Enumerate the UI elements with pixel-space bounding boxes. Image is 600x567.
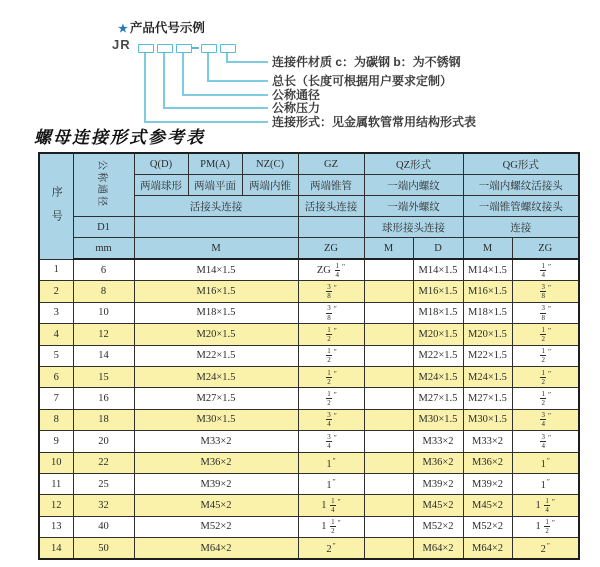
cell-m: M30×1.5 (134, 409, 298, 430)
cell-gz: ZG $\frac{1}{4}$ ″ (298, 259, 364, 281)
cell-qg-m: M36×2 (463, 452, 512, 473)
connector-line (207, 80, 268, 82)
header-qz-d: D (413, 238, 463, 260)
connector-line (163, 107, 268, 109)
cell-m: M16×1.5 (134, 281, 298, 302)
cell-qz-d: M52×2 (413, 516, 463, 537)
cell-gz: $\frac{3}{4}$ ″ (298, 431, 364, 452)
header-pm: PM(A) (188, 153, 242, 175)
cell-seq: 6 (39, 366, 73, 387)
cell-gz: 1 $\frac{1}{2}$ ″ (298, 516, 364, 537)
cell-qg-m: M14×1.5 (463, 259, 512, 281)
cell-gz: 1 $\frac{1}{4}$ ″ (298, 495, 364, 516)
table-row (39, 259, 579, 281)
cell-dn: 12 (73, 324, 134, 345)
header-qg-form: QG形式 (463, 153, 579, 175)
cell-gz: 2″ (298, 538, 364, 560)
cell-dn: 25 (73, 473, 134, 494)
cell-seq: 5 (39, 345, 73, 366)
cell-qg-m: M45×2 (463, 495, 512, 516)
cell-qz-m (364, 538, 413, 560)
header-q-type: 两端球形 (134, 175, 188, 196)
cell-qg-m: M64×2 (463, 538, 512, 560)
cell-qz-m (364, 495, 413, 516)
cell-qz-m (364, 324, 413, 345)
cell-qg-zg: $\frac{3}{4}$ ″ (512, 431, 579, 452)
code-box-4 (201, 44, 217, 53)
header-union-connection: 活接头连接 (134, 196, 298, 217)
header-qz-connection: 球形接头连接 (364, 217, 463, 238)
cell-seq: 3 (39, 302, 73, 323)
cell-dn: 14 (73, 345, 134, 366)
connector-line (226, 61, 268, 63)
cell-qz-m (364, 473, 413, 494)
header-qg-zg: ZG (512, 238, 579, 260)
cell-dn: 32 (73, 495, 134, 516)
cell-seq: 8 (39, 409, 73, 430)
cell-dn: 15 (73, 366, 134, 387)
cell-dn: 22 (73, 452, 134, 473)
cell-seq: 4 (39, 324, 73, 345)
cell-gz: $\frac{1}{2}$ ″ (298, 324, 364, 345)
table-row (39, 516, 579, 537)
cell-seq: 11 (39, 473, 73, 494)
cell-qz-d: M18×1.5 (413, 302, 463, 323)
header-qz-m: M (364, 238, 413, 260)
table-row (39, 281, 579, 302)
header-qz-form: QZ形式 (364, 153, 463, 175)
cell-qz-m (364, 409, 413, 430)
cell-seq: 13 (39, 516, 73, 537)
diagram-label-length: 总长（长度可根据用户要求定制） (272, 74, 453, 88)
cell-qz-d: M16×1.5 (413, 281, 463, 302)
header-gz: GZ (298, 153, 364, 175)
cell-qg-zg: 1″ (512, 473, 579, 494)
cell-gz: $\frac{1}{2}$ ″ (298, 366, 364, 387)
diagram-label-material: 连接件材质 c：为碳钢 b：为不锈钢 (272, 55, 461, 69)
header-qg-m: M (463, 238, 512, 260)
cell-qg-m: M39×2 (463, 473, 512, 494)
header-d1: D1 (73, 217, 134, 238)
connector-line (163, 53, 165, 109)
cell-dn: 6 (73, 259, 134, 281)
cell-dn: 50 (73, 538, 134, 560)
table-row (39, 538, 579, 560)
cell-qg-zg: $\frac{3}{8}$ ″ (512, 302, 579, 323)
cell-m: M14×1.5 (134, 259, 298, 281)
connector-line (207, 53, 209, 82)
cell-seq: 10 (39, 452, 73, 473)
cell-qz-m (364, 431, 413, 452)
table-body (39, 259, 579, 559)
header-qg-connection: 连接 (463, 217, 579, 238)
cell-m: M45×2 (134, 495, 298, 516)
cell-m: M52×2 (134, 516, 298, 537)
cell-qg-m: M30×1.5 (463, 409, 512, 430)
cell-qg-zg: $\frac{1}{2}$ ″ (512, 324, 579, 345)
table-row (39, 366, 579, 387)
cell-qg-zg: 1 $\frac{1}{4}$ ″ (512, 495, 579, 516)
cell-qz-m (364, 516, 413, 537)
connector-line (144, 53, 146, 123)
cell-dn: 20 (73, 431, 134, 452)
reference-table (38, 152, 580, 560)
cell-qg-m: M18×1.5 (463, 302, 512, 323)
cell-qz-m (364, 302, 413, 323)
cell-qg-zg: $\frac{1}{4}$ ″ (512, 259, 579, 281)
header-gz-connection: 活接头连接 (298, 196, 364, 217)
cell-seq: 1 (39, 259, 73, 281)
cell-gz: $\frac{1}{2}$ ″ (298, 345, 364, 366)
cell-dn: 8 (73, 281, 134, 302)
cell-qz-d: M33×2 (413, 431, 463, 452)
cell-qz-m (364, 452, 413, 473)
cell-seq: 14 (39, 538, 73, 560)
code-box-3 (176, 44, 192, 53)
cell-gz: $\frac{3}{4}$ ″ (298, 409, 364, 430)
header-thread-m: M (134, 238, 298, 260)
star-icon: ★ (118, 23, 128, 35)
cell-seq: 2 (39, 281, 73, 302)
cell-qz-d: M30×1.5 (413, 409, 463, 430)
cell-qg-zg: 2″ (512, 538, 579, 560)
header-pm-type: 两端平面 (188, 175, 242, 196)
cell-gz: 1″ (298, 473, 364, 494)
cell-m: M33×2 (134, 431, 298, 452)
table-row (39, 495, 579, 516)
header-nz: NZ(C) (242, 153, 298, 175)
header-qz-type2: 一端外螺纹 (364, 196, 463, 217)
header-qz-type1: 一端内螺纹 (364, 175, 463, 196)
cell-qg-m: M20×1.5 (463, 324, 512, 345)
cell-qz-m (364, 345, 413, 366)
header-blank-left (134, 217, 298, 238)
cell-qz-m (364, 388, 413, 409)
header-thread-zg: ZG (298, 238, 364, 260)
cell-dn: 16 (73, 388, 134, 409)
cell-qz-d: M64×2 (413, 538, 463, 560)
cell-qg-m: M24×1.5 (463, 366, 512, 387)
cell-qz-d: M22×1.5 (413, 345, 463, 366)
table-row (39, 345, 579, 366)
header-nominal-diameter: 公称通径 (73, 153, 134, 217)
cell-gz: $\frac{3}{8}$ ″ (298, 281, 364, 302)
header-qg-type2: 一端锥管螺纹接头 (463, 196, 579, 217)
header-seq: 序号 (39, 153, 73, 259)
cell-m: M27×1.5 (134, 388, 298, 409)
cell-qz-d: M24×1.5 (413, 366, 463, 387)
cell-qz-d: M27×1.5 (413, 388, 463, 409)
code-dash (192, 47, 199, 49)
cell-m: M24×1.5 (134, 366, 298, 387)
cell-qg-m: M22×1.5 (463, 345, 512, 366)
header-nz-type: 两端内锥 (242, 175, 298, 196)
connector-line (182, 53, 184, 96)
cell-m: M64×2 (134, 538, 298, 560)
table-row (39, 302, 579, 323)
cell-m: M39×2 (134, 473, 298, 494)
cell-qg-m: M27×1.5 (463, 388, 512, 409)
cell-gz: $\frac{3}{8}$ ″ (298, 302, 364, 323)
cell-seq: 7 (39, 388, 73, 409)
code-box-2 (157, 44, 173, 53)
cell-qg-zg: $\frac{3}{4}$ ″ (512, 409, 579, 430)
cell-qg-m: M52×2 (463, 516, 512, 537)
cell-qg-zg: 1″ (512, 452, 579, 473)
cell-qg-zg: $\frac{1}{2}$ ″ (512, 366, 579, 387)
diagram-label-pressure: 公称压力 (272, 101, 321, 115)
header-blank-gz (298, 217, 364, 238)
code-box-1 (138, 44, 154, 53)
cell-dn: 18 (73, 409, 134, 430)
header-q: Q(D) (134, 153, 188, 175)
cell-m: M36×2 (134, 452, 298, 473)
cell-qz-m (364, 366, 413, 387)
diagram-title-text: 产品代号示例 (129, 21, 205, 35)
cell-seq: 9 (39, 431, 73, 452)
header-gz-type: 两端锥管 (298, 175, 364, 196)
cell-qz-d: M45×2 (413, 495, 463, 516)
cell-qg-zg: 1 $\frac{1}{2}$ ″ (512, 516, 579, 537)
table-row (39, 473, 579, 494)
cell-qz-d: M20×1.5 (413, 324, 463, 345)
header-qg-type1: 一端内螺纹活接头 (463, 175, 579, 196)
cell-qz-m (364, 259, 413, 281)
table-row (39, 409, 579, 430)
cell-qz-d: M36×2 (413, 452, 463, 473)
table-row (39, 388, 579, 409)
cell-qg-m: M16×1.5 (463, 281, 512, 302)
diagram-label-connection: 连接形式：见金属软管常用结构形式表 (272, 115, 477, 129)
cell-qg-zg: $\frac{1}{2}$ ″ (512, 345, 579, 366)
header-unit-mm: mm (73, 238, 134, 260)
cell-qg-zg: $\frac{1}{2}$ ″ (512, 388, 579, 409)
code-box-5 (220, 44, 236, 53)
cell-qg-m: M33×2 (463, 431, 512, 452)
cell-gz: $\frac{1}{2}$ ″ (298, 388, 364, 409)
table-row (39, 324, 579, 345)
product-code-prefix: JR (112, 37, 131, 52)
cell-dn: 40 (73, 516, 134, 537)
cell-qz-d: M39×2 (413, 473, 463, 494)
table-title: 螺母连接形式参考表 (34, 128, 205, 147)
table-row (39, 431, 579, 452)
cell-qg-zg: $\frac{3}{8}$ ″ (512, 281, 579, 302)
cell-dn: 10 (73, 302, 134, 323)
cell-gz: 1″ (298, 452, 364, 473)
diagram-title (118, 18, 205, 36)
diagram-label-diameter: 公称通径 (272, 88, 321, 102)
cell-qz-d: M14×1.5 (413, 259, 463, 281)
connector-line (182, 94, 268, 96)
cell-qz-m (364, 281, 413, 302)
cell-m: M20×1.5 (134, 324, 298, 345)
cell-seq: 12 (39, 495, 73, 516)
table-row (39, 452, 579, 473)
cell-m: M18×1.5 (134, 302, 298, 323)
cell-m: M22×1.5 (134, 345, 298, 366)
